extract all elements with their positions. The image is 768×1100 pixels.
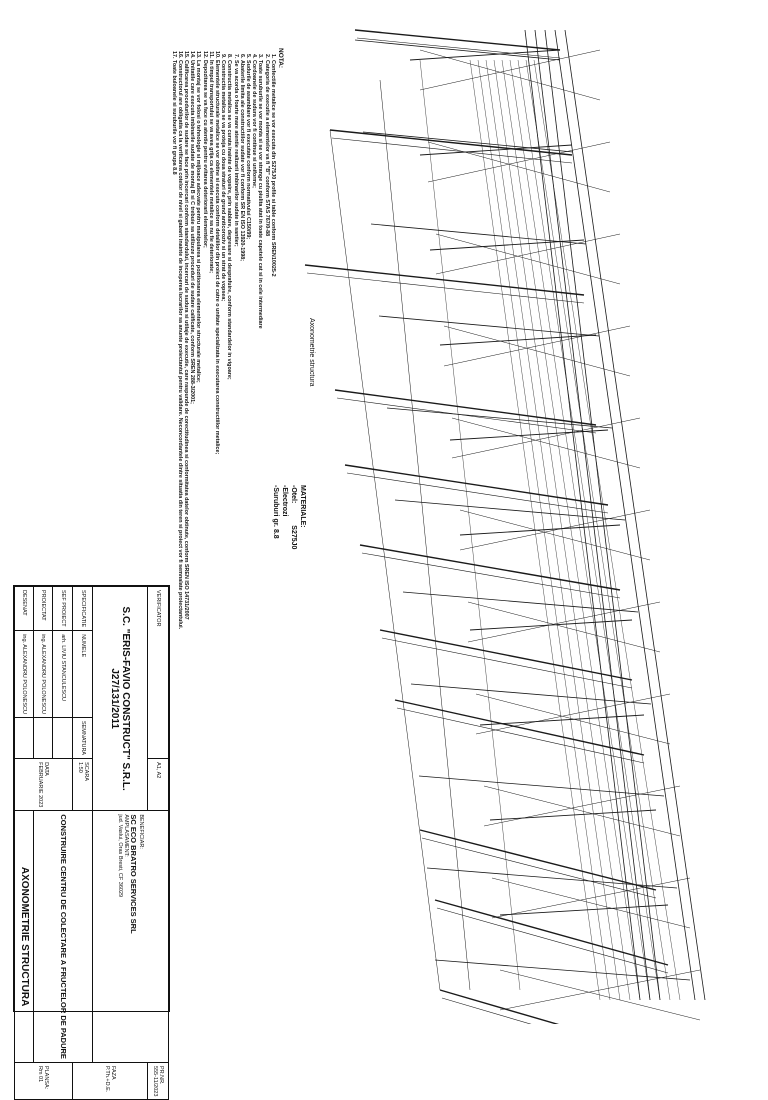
- longitudinal-beam: [535, 30, 650, 1000]
- note-item: 5. Sudurile de asamblare vor fi executate conform normativului C150/99;: [245, 60, 251, 608]
- company-reg: J27/131/2011: [109, 668, 121, 729]
- desenat-label: DESENAT: [15, 587, 34, 631]
- column-flange: [422, 838, 656, 898]
- rafter: [363, 132, 573, 152]
- plansa-value: Rm 01: [37, 1065, 44, 1083]
- note-item: 17. Toate buloanele si suruburile vor fi grupa 8.8: [170, 60, 176, 608]
- company-name: S.C. "ERIS-FAVIO CONSTRUCT" S.R.L.: [120, 606, 132, 791]
- bracing: [444, 326, 630, 376]
- tie-beam: [330, 130, 440, 990]
- note-item: 4. Cordoanele de sudura vor fi continue si uniforme;: [251, 60, 257, 608]
- note-item: 3. Toate suruburile se vor monta si se vor strange cu piulita atat in toate capetele cat si in cele intermediare: [257, 60, 263, 608]
- materials-row: [271, 485, 280, 549]
- note-item: 15. Calificarea procedurilor de sudare se face prin incercari conform standardului, incercari de sudura si utilaje de executie, care raspunde de corectitudinea si conformitatea datelor obtinute, conform SREN ISO 14731/2007: [183, 60, 189, 608]
- plansa-label: PLANSA:: [43, 1065, 50, 1090]
- note-item: 10. Elementele structurale metalice se vor obtine si executa conform detaliilor din proiect de catre o unitate specializata in executarea constructiilor metalice;: [214, 60, 220, 608]
- bracing: [484, 786, 680, 826]
- data-label: DATA: [43, 762, 50, 776]
- sef-proiect-name: arh. LIVIU STANCULESCU: [53, 631, 72, 718]
- column: [345, 465, 608, 505]
- column: [355, 30, 560, 50]
- column-flange: [382, 638, 632, 688]
- rafter: [427, 868, 677, 888]
- materials-row: [280, 485, 289, 549]
- rafter: [379, 316, 599, 336]
- column: [470, 620, 632, 630]
- column: [435, 900, 668, 965]
- notes-block: [170, 48, 284, 630]
- beneficiar-name: SC ECO BRATRO SERVICES SRL: [129, 814, 139, 934]
- column-flange: [397, 708, 644, 763]
- note-item: 9. Constructia metalica se va proteja cu doua straturi de grund anticoroziv si un strat de vopsea;: [220, 60, 226, 608]
- bracing: [476, 694, 670, 734]
- note-item: 13. La montaj se vor folosi o tehnologie si mijloace adecvate pentru manipularea si pozitionarea elementelor structurale metalice;: [195, 60, 201, 608]
- rafter: [435, 960, 690, 980]
- purlin: [494, 60, 630, 1000]
- col-scara: SCARA: [82, 762, 89, 782]
- verificator-label: VERIFICATOR: [148, 587, 169, 759]
- scara-value: 1:50: [76, 762, 83, 773]
- purlin: [526, 60, 670, 1000]
- amplasament-value: jud. Vaslui, Oras Bresti, CF 36029: [117, 814, 124, 898]
- signature-cell: [53, 717, 72, 758]
- longitudinal-beam: [565, 30, 705, 1000]
- tie-beam: [380, 80, 470, 990]
- column: [440, 990, 680, 1024]
- title-block-table: [14, 586, 169, 1100]
- note-item: 2. Categoria de executie a elementelor va fi "B" conform STAS 767/0-88: [263, 60, 269, 608]
- rafter: [419, 776, 664, 796]
- note-item: 8. Constructia metalica se va curata inainte de vopsire, prin sablare, degresare si desprafuire, conform standardelor in vigoare;: [226, 60, 232, 608]
- material-label: -Otel:: [290, 485, 297, 504]
- bracing: [500, 970, 700, 1010]
- column: [360, 545, 620, 590]
- col-nume: NUMELE: [72, 631, 93, 718]
- bracing: [436, 234, 620, 274]
- proiectat-name: ing. ALEXANDRU POLONESCU: [34, 631, 53, 718]
- bracing: [492, 878, 690, 918]
- material-label: -Electrozi: [281, 485, 288, 517]
- signature-cell: [15, 717, 34, 758]
- column: [460, 525, 620, 535]
- column: [490, 810, 656, 820]
- project-title: CONSTRUIRE CENTRU DE COLECTARE A FRUCTELOR DE PADURE: [34, 811, 93, 1063]
- bracing: [460, 510, 650, 560]
- bracing: [468, 602, 660, 652]
- beneficiar-label: BENEFICIAR:: [138, 814, 145, 849]
- rafter: [371, 224, 586, 244]
- note-item: 7. Se va acorda o foarte mare atentie realizarii imbinarilor sudate in santier;: [232, 60, 238, 608]
- faza-cell: [72, 1062, 148, 1099]
- material-value: S275J0: [290, 525, 297, 550]
- material-label: -Suruburi gr. 8.8: [272, 485, 279, 539]
- column: [305, 265, 584, 295]
- materials-row: [289, 485, 298, 549]
- column-flange: [357, 38, 560, 58]
- rafter: [411, 684, 651, 704]
- bracing: [436, 234, 620, 284]
- note-item: 11. In timpul transportului se va avea grija ca elementele metalice sa nu fie deteriorate;: [208, 60, 214, 608]
- pr-nr-value: 555-11/2023: [152, 1065, 159, 1097]
- faza-label: FAZA: [110, 1065, 117, 1080]
- column: [380, 630, 632, 680]
- longitudinal-beam: [525, 30, 640, 1000]
- column-flange: [337, 398, 596, 433]
- column: [335, 390, 596, 425]
- materials-title: MATERIALE:: [299, 485, 306, 528]
- column-flange: [442, 998, 680, 1024]
- scara-cell: [72, 759, 93, 811]
- note-item: 6. Abaterile limita ale constructiilor sudate vor fi conform SR EN ISO 13920-1998;: [239, 60, 245, 608]
- title-block: [13, 585, 170, 1097]
- note-item: 12. Depozitarea se va face cu atentie pentru evitarea deteriorarii elementelor;: [201, 60, 207, 608]
- rafter: [387, 408, 612, 428]
- pr-nr-cell: [148, 1062, 169, 1099]
- column-flange: [332, 138, 572, 163]
- amplasament-label: AMPLASAMENT:: [123, 814, 130, 857]
- axonometry-label: Axonometrie structura: [308, 318, 315, 387]
- bracing: [420, 50, 600, 100]
- column: [500, 905, 668, 915]
- notes-title: NOTA:: [277, 48, 284, 69]
- data-value: FEBRUARIE 2023: [37, 762, 44, 808]
- beneficiar-cell: [93, 811, 169, 1063]
- col-specificatie: SPECIFICATIE: [72, 587, 93, 631]
- bracing: [444, 326, 630, 366]
- proiectat-label: PROIECTAT: [34, 587, 53, 631]
- note-item: 1. Confectiile metalice se vor executa din S275J0 profile si table conform SREN10025-2: [270, 60, 276, 608]
- pr-nr-label: PR.NR.: [158, 1065, 165, 1085]
- data-cell: [15, 759, 73, 811]
- longitudinal-beam: [545, 30, 660, 1000]
- purlin: [502, 60, 640, 1000]
- desenat-name: ing. ALEXANDRU POLONESCU: [15, 631, 34, 718]
- column: [330, 130, 572, 155]
- plansa-cell: [15, 1062, 73, 1099]
- materials-block: [271, 485, 307, 549]
- drawing-title: AXONOMETRIE STRUCTURA: [15, 811, 34, 1063]
- note-item: 16. Constructorul are obligatia ca la verificarea cotelor de nivel si gabarit inainte de inceperea lucrarilor sa anunte proiectantul pentru validare. Neconcordantele dintre situatia din teren si proiect vor fi semnalate proiectantului.: [177, 60, 183, 608]
- longitudinal-beam: [555, 30, 695, 1000]
- col-semnatura: SEMNATURA: [72, 717, 93, 758]
- signature-cell: [34, 717, 53, 758]
- note-item: 14. Unitatile care executa imbinarile sudate de montaj B si C trebuie sa utilizeze proceduri de sudare calificate, conform SREN 288-3/2001;: [189, 60, 195, 608]
- company-cell: [93, 587, 148, 811]
- structure-frame: [305, 30, 705, 1024]
- column: [410, 50, 560, 60]
- format-value: A1, A2: [148, 759, 169, 811]
- bracing: [500, 970, 700, 1020]
- column-flange: [362, 553, 620, 598]
- sef-proiect-label: SEF PROIECT: [53, 587, 72, 631]
- faza-value: P.Th.+D.E.: [104, 1065, 111, 1093]
- bracing: [492, 878, 690, 928]
